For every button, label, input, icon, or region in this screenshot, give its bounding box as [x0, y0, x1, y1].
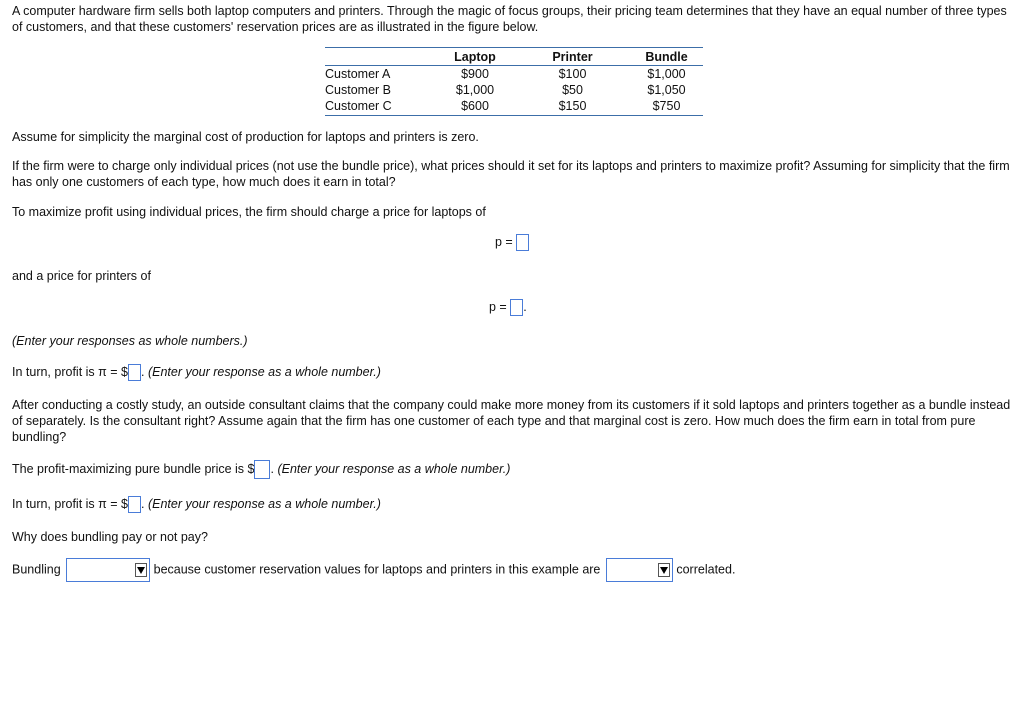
customer-name: Customer C: [325, 99, 392, 113]
instruction-whole-number: (Enter your response as a whole number.): [147, 365, 381, 379]
bundling-label: Bundling: [12, 562, 61, 577]
question-individual-prices: If the firm were to charge only individual prices (not use the bundle price), what prices should it set for its laptops and printers to maximize profit? Assuming for simplicity that the firm has only one customers of each type, how much does it earn in total?: [12, 159, 1010, 189]
instruction-whole-numbers: (Enter your responses as whole numbers.): [12, 334, 248, 348]
table-row: [325, 82, 703, 98]
laptop-price-row: [495, 234, 529, 251]
printer-price: $50: [562, 83, 583, 97]
laptop-price: $1,000: [455, 83, 495, 97]
chevron-down-icon: [658, 563, 670, 577]
table-row: [325, 98, 703, 116]
header-laptop: Laptop: [454, 49, 496, 64]
p-label: p =: [495, 235, 513, 249]
printer-price-input[interactable]: [510, 299, 523, 316]
bundle-price-label: The profit-maximizing pure bundle price is $: [12, 462, 255, 476]
because-text: because customer reservation values for laptops and printers in this example are: [153, 562, 601, 577]
profit-label: In turn, profit is π = $: [12, 497, 128, 511]
why-question: Why does bundling pay or not pay?: [12, 530, 208, 544]
period: .: [523, 300, 527, 314]
customer-name: Customer B: [325, 83, 391, 97]
bundling-pays-select[interactable]: [66, 558, 150, 582]
assumption-text: Assume for simplicity the marginal cost of production for laptops and printers is zero.: [12, 130, 479, 144]
printer-price: $100: [558, 67, 587, 81]
bundle-price: $1,000: [647, 67, 686, 81]
period: .: [270, 462, 274, 476]
header-bundle: Bundle: [645, 49, 688, 64]
bundle-profit-row: [12, 496, 381, 513]
profit-label: In turn, profit is π = $: [12, 365, 128, 379]
printer-price-row: [489, 299, 527, 316]
correlation-select[interactable]: [606, 558, 673, 582]
bundle-price: $1,050: [647, 83, 686, 97]
laptop-price: $600: [461, 99, 489, 113]
chevron-down-icon: [135, 563, 147, 577]
bundle-price-input[interactable]: [254, 460, 270, 479]
table-header-row: [325, 48, 703, 66]
correlated-text: correlated.: [676, 562, 736, 577]
laptop-price: $900: [461, 67, 489, 81]
individual-profit-row: [12, 364, 381, 381]
customer-name: Customer A: [325, 67, 391, 81]
bundle-profit-input[interactable]: [128, 496, 141, 513]
header-printer: Printer: [552, 49, 593, 64]
laptop-price-prompt: To maximize profit using individual prices, the firm should charge a price for laptops of: [12, 205, 486, 219]
table-row: [325, 66, 703, 83]
period: .: [140, 497, 145, 511]
header-customer: [325, 48, 435, 66]
question-bundling: After conducting a costly study, an outside consultant claims that the company could make more money from its customers if it sold laptops and printers together as a bundle instead of separately. Is the consultant right? Assume again that the firm has one customer of each type and that marginal cost is zero. How much does the firm earn in total from pure bundling?: [12, 398, 1011, 444]
individual-profit-input[interactable]: [128, 364, 141, 381]
period: .: [140, 365, 145, 379]
bundle-price: $750: [652, 99, 681, 113]
laptop-price-input[interactable]: [516, 234, 529, 251]
p-label: p =: [489, 300, 507, 314]
instruction-whole-number: (Enter your response as a whole number.): [277, 462, 511, 476]
printer-price: $150: [558, 99, 587, 113]
bundle-price-row: [12, 460, 510, 479]
reservation-price-table: [325, 47, 703, 116]
printer-price-prompt: and a price for printers of: [12, 269, 151, 283]
instruction-whole-number: (Enter your response as a whole number.): [147, 497, 381, 511]
bundling-explanation-row: [12, 558, 735, 582]
intro-text: A computer hardware firm sells both laptop computers and printers. Through the magic of focus groups, their pricing team determines that they have an equal number of three types of customers, and that these customers' reservation prices are as illustrated in the figure below.: [12, 4, 1007, 34]
